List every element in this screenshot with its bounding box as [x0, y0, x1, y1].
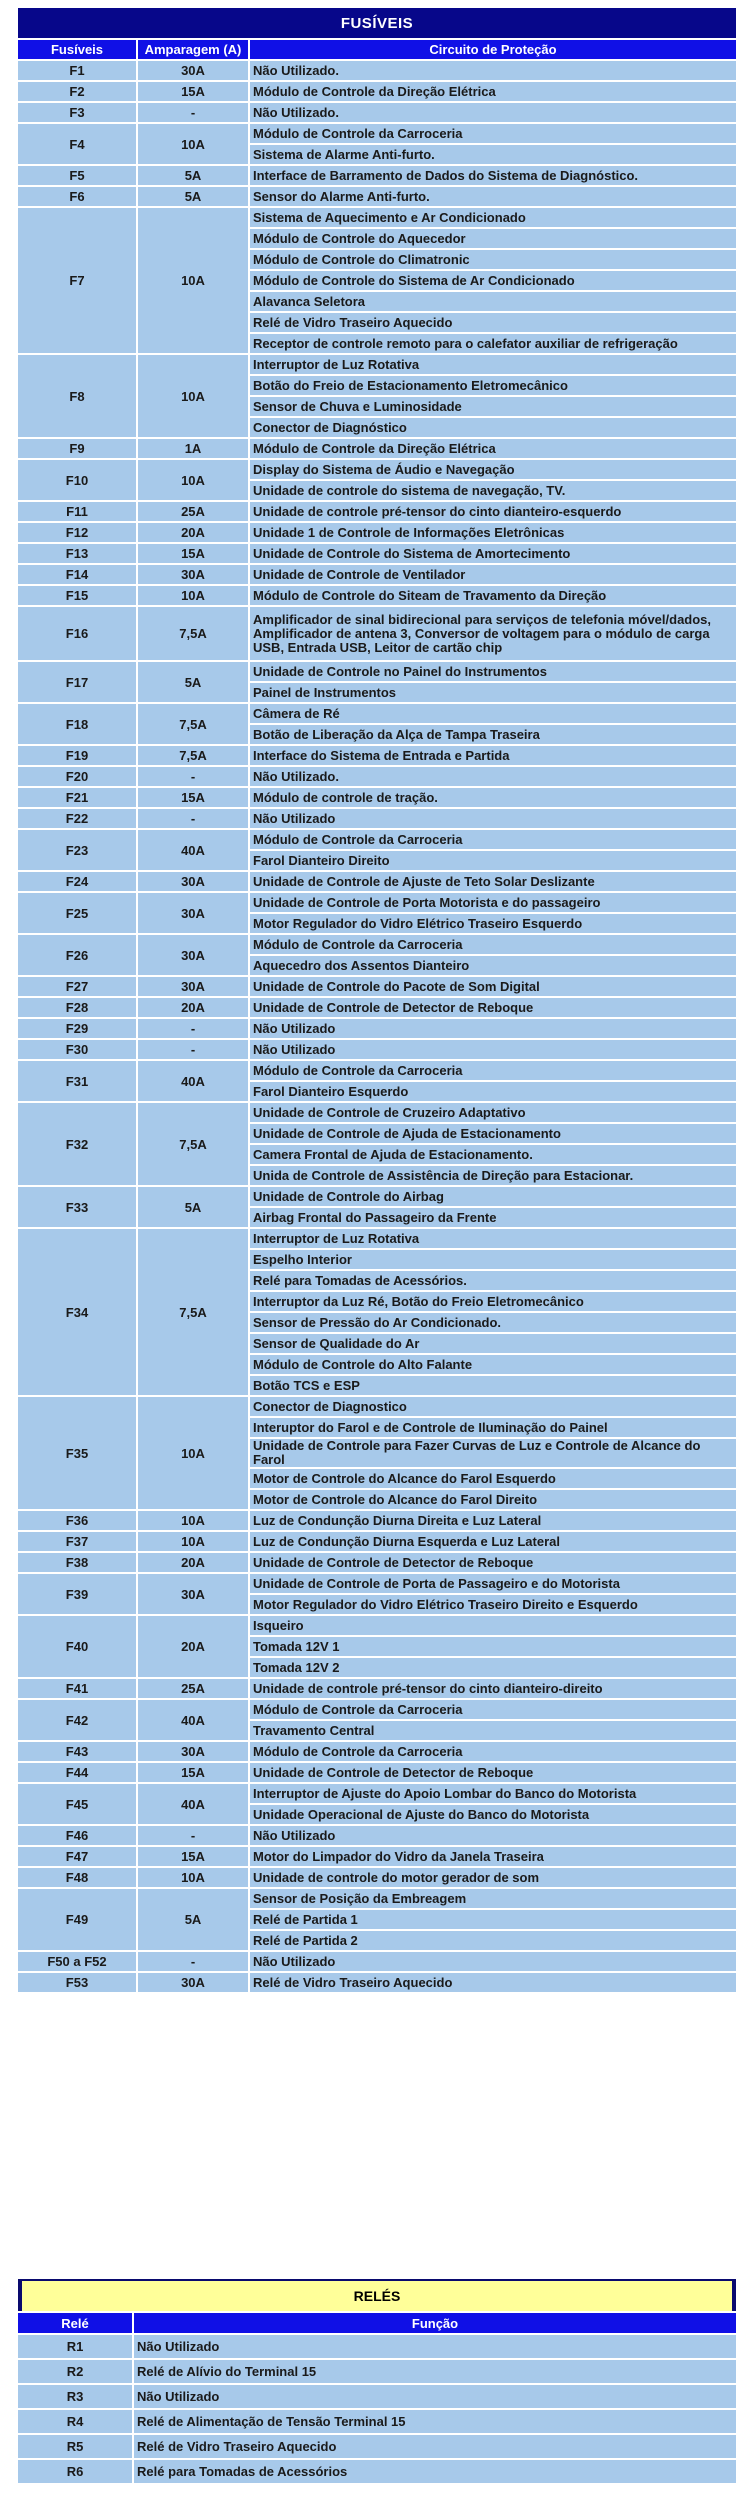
fuse-row	[18, 704, 736, 723]
fuse-circuit: Airbag Frontal do Passageiro da Frente	[250, 1208, 736, 1227]
relay-function: Relé de Alívio do Terminal 15	[134, 2360, 736, 2383]
relay-id: R3	[18, 2385, 132, 2408]
fuse-circuit: Não Utilizado	[250, 1952, 736, 1971]
relay-function: Relé de Alimentação de Tensão Terminal 15	[134, 2410, 736, 2433]
fuse-row	[18, 502, 736, 521]
fuse-id: F30	[18, 1040, 136, 1059]
fuse-amperage: 10A	[138, 208, 248, 353]
fuse-circuit: Não Utilizado.	[250, 767, 736, 786]
fuse-id: F6	[18, 187, 136, 206]
fuse-circuit: Câmera de Ré	[250, 704, 736, 723]
fuse-circuit: Módulo de Controle da Direção Elétrica	[250, 439, 736, 458]
fuse-id: F3	[18, 103, 136, 122]
fuse-amperage: -	[138, 1826, 248, 1845]
fuse-circuit: Aquecedro dos Assentos Dianteiro	[250, 956, 736, 975]
fuse-circuit: Unidade de Controle de Ajuste de Teto Solar Deslizante	[250, 872, 736, 891]
fuse-amperage: 10A	[138, 1511, 248, 1530]
fuse-id: F26	[18, 935, 136, 975]
fuse-amperage: 25A	[138, 1679, 248, 1698]
fuse-circuit: Não Utilizado	[250, 1019, 736, 1038]
fuse-id: F25	[18, 893, 136, 933]
fuse-amperage: 10A	[138, 355, 248, 437]
fuse-circuit: Módulo de Controle da Carroceria	[250, 1742, 736, 1761]
fuse-row	[18, 187, 736, 206]
fuse-amperage: 7,5A	[138, 1103, 248, 1185]
fuse-id: F46	[18, 1826, 136, 1845]
fuse-circuit: Módulo de Controle do Climatronic	[250, 250, 736, 269]
fuse-amperage: -	[138, 1019, 248, 1038]
fuse-circuit: Luz de Condunção Diurna Esquerda e Luz Lateral	[250, 1532, 736, 1551]
fuse-amperage: 10A	[138, 1397, 248, 1509]
relay-id: R4	[18, 2410, 132, 2433]
fuse-circuit: Unidade de controle pré-tensor do cinto dianteiro-direito	[250, 1679, 736, 1698]
fuse-circuit: Sensor de Chuva e Luminosidade	[250, 397, 736, 416]
fuse-row	[18, 1397, 736, 1416]
fuse-row	[18, 1040, 736, 1059]
fuse-row	[18, 439, 736, 458]
fuse-row	[18, 893, 736, 912]
fuse-amperage: 5A	[138, 1889, 248, 1950]
fuse-row	[18, 935, 736, 954]
fuse-id: F12	[18, 523, 136, 542]
fuse-id: F4	[18, 124, 136, 164]
header-circuit: Circuito de Proteção	[250, 40, 736, 59]
fuse-circuit: Espelho Interior	[250, 1250, 736, 1269]
fuse-id: F22	[18, 809, 136, 828]
fuse-circuit: Alavanca Seletora	[250, 292, 736, 311]
relay-table-body	[18, 2335, 736, 2483]
fuse-circuit: Unidade de Controle do Pacote de Som Digital	[250, 977, 736, 996]
fuse-row	[18, 544, 736, 563]
fuse-circuit: Relé de Partida 2	[250, 1931, 736, 1950]
fuse-row	[18, 103, 736, 122]
header-fuse: Fusíveis	[18, 40, 136, 59]
fuse-amperage: 10A	[138, 460, 248, 500]
fuse-row	[18, 1784, 736, 1803]
fuse-row	[18, 355, 736, 374]
fuse-circuit: Não Utilizado	[250, 1040, 736, 1059]
fuse-circuit: Interuptor do Farol e de Controle de Iluminação do Painel	[250, 1418, 736, 1437]
fuse-row	[18, 1511, 736, 1530]
fuse-circuit: Unidade de Controle de Detector de Reboque	[250, 998, 736, 1017]
fuse-id: F20	[18, 767, 136, 786]
fuse-row	[18, 872, 736, 891]
fuse-circuit: Unidade de Controle de Ventilador	[250, 565, 736, 584]
fuse-id: F16	[18, 607, 136, 660]
fuse-row	[18, 1679, 736, 1698]
fuse-row	[18, 1826, 736, 1845]
fuse-row	[18, 746, 736, 765]
fuse-amperage: -	[138, 1040, 248, 1059]
fuse-id: F1	[18, 61, 136, 80]
relay-row	[18, 2410, 736, 2433]
fuse-circuit: Sensor do Alarme Anti-furto.	[250, 187, 736, 206]
fuse-id: F32	[18, 1103, 136, 1185]
fuse-amperage: 30A	[138, 977, 248, 996]
fuse-id: F42	[18, 1700, 136, 1740]
fuse-id: F39	[18, 1574, 136, 1614]
fuse-circuit: Tomada 12V 1	[250, 1637, 736, 1656]
fuse-circuit: Módulo de Controle do Alto Falante	[250, 1355, 736, 1374]
fuse-row	[18, 1763, 736, 1782]
fuse-amperage: 30A	[138, 1574, 248, 1614]
relay-function: Não Utilizado	[134, 2385, 736, 2408]
fuse-id: F34	[18, 1229, 136, 1395]
fuse-row	[18, 1532, 736, 1551]
fuse-circuit: Não Utilizado.	[250, 61, 736, 80]
fuse-circuit: Unidade de Controle de Detector de Reboque	[250, 1763, 736, 1782]
relay-row	[18, 2435, 736, 2458]
fuse-id: F28	[18, 998, 136, 1017]
fuse-id: F45	[18, 1784, 136, 1824]
fuse-amperage: 20A	[138, 998, 248, 1017]
fuse-id: F7	[18, 208, 136, 353]
fuse-id: F9	[18, 439, 136, 458]
fuse-circuit: Display do Sistema de Áudio e Navegação	[250, 460, 736, 479]
fuse-circuit: Unidade de Controle de Porta de Passageiro e do Motorista	[250, 1574, 736, 1593]
fuse-row	[18, 1553, 736, 1572]
fuse-id: F33	[18, 1187, 136, 1227]
fuse-circuit: Relé de Vidro Traseiro Aquecido	[250, 313, 736, 332]
fuse-circuit: Módulo de Controle da Carroceria	[250, 124, 736, 143]
relay-table-title: RELÉS	[18, 2279, 736, 2311]
fuse-circuit: Módulo de Controle da Carroceria	[250, 1700, 736, 1719]
fuse-id: F15	[18, 586, 136, 605]
relay-id: R2	[18, 2360, 132, 2383]
fuse-amperage: 10A	[138, 586, 248, 605]
fuse-amperage: 15A	[138, 82, 248, 101]
fuse-circuit: Unidade de controle pré-tensor do cinto dianteiro-esquerdo	[250, 502, 736, 521]
fuse-row	[18, 1061, 736, 1080]
fuse-circuit: Módulo de Controle da Carroceria	[250, 935, 736, 954]
fuse-circuit: Motor de Controle do Alcance do Farol Esquerdo	[250, 1469, 736, 1488]
fuse-circuit: Conector de Diagnóstico	[250, 418, 736, 437]
fuse-circuit: Motor do Limpador do Vidro da Janela Traseira	[250, 1847, 736, 1866]
fuse-circuit: Interruptor da Luz Ré, Botão do Freio Eletromecânico	[250, 1292, 736, 1311]
header-relay: Relé	[18, 2313, 132, 2333]
fuse-row	[18, 1889, 736, 1908]
relay-row	[18, 2335, 736, 2358]
fuse-circuit: Módulo de Controle da Direção Elétrica	[250, 82, 736, 101]
fuse-circuit: Módulo de controle de tração.	[250, 788, 736, 807]
fuse-circuit: Amplificador de sinal bidirecional para serviços de telefonia móvel/dados, Amplificador de antena 3, Conversor de voltagem para o módulo de carga USB, Entrada USB, Leitor de cartão chip	[250, 607, 736, 660]
fuse-circuit: Unidade de Controle do Airbag	[250, 1187, 736, 1206]
fuse-circuit: Módulo de Controle da Carroceria	[250, 830, 736, 849]
fuse-id: F48	[18, 1868, 136, 1887]
fuse-row	[18, 586, 736, 605]
fuse-circuit: Sensor de Qualidade do Ar	[250, 1334, 736, 1353]
fuse-id: F14	[18, 565, 136, 584]
fuse-id: F44	[18, 1763, 136, 1782]
relay-function: Relé de Vidro Traseiro Aquecido	[134, 2435, 736, 2458]
fuse-row	[18, 1742, 736, 1761]
relay-id: R1	[18, 2335, 132, 2358]
fuse-row	[18, 1103, 736, 1122]
fuse-amperage: -	[138, 1952, 248, 1971]
fuse-id: F2	[18, 82, 136, 101]
header-function: Função	[134, 2313, 736, 2333]
fuse-row	[18, 607, 736, 660]
fuse-id: F23	[18, 830, 136, 870]
fuse-row	[18, 1847, 736, 1866]
fuse-row	[18, 1574, 736, 1593]
header-amperage: Amparagem (A)	[138, 40, 248, 59]
fuse-id: F43	[18, 1742, 136, 1761]
fuse-amperage: 40A	[138, 1061, 248, 1101]
fuse-circuit: Unida de Controle de Assistência de Direção para Estacionar.	[250, 1166, 736, 1185]
fuse-id: F10	[18, 460, 136, 500]
fuse-amperage: -	[138, 103, 248, 122]
fuse-circuit: Motor Regulador do Vidro Elétrico Traseiro Esquerdo	[250, 914, 736, 933]
fuse-id: F18	[18, 704, 136, 744]
fuse-row	[18, 208, 736, 227]
fuse-row	[18, 809, 736, 828]
fuse-id: F5	[18, 166, 136, 185]
fuse-circuit: Interface de Barramento de Dados do Sistema de Diagnóstico.	[250, 166, 736, 185]
fuse-table	[16, 6, 738, 1994]
fuse-row	[18, 788, 736, 807]
fuse-id: F27	[18, 977, 136, 996]
fuse-id: F36	[18, 1511, 136, 1530]
fuse-id: F50 a F52	[18, 1952, 136, 1971]
fuse-table-body	[18, 61, 736, 1992]
relay-function: Relé para Tomadas de Acessórios	[134, 2460, 736, 2483]
fuse-amperage: 30A	[138, 1973, 248, 1992]
fuse-id: F37	[18, 1532, 136, 1551]
fuse-row	[18, 1868, 736, 1887]
fuse-amperage: 7,5A	[138, 704, 248, 744]
fuse-circuit: Sistema de Aquecimento e Ar Condicionado	[250, 208, 736, 227]
fuse-circuit: Relé de Partida 1	[250, 1910, 736, 1929]
fuse-amperage: 40A	[138, 1700, 248, 1740]
fuse-amperage: 5A	[138, 1187, 248, 1227]
fuse-circuit: Farol Dianteiro Direito	[250, 851, 736, 870]
fuse-amperage: 15A	[138, 1847, 248, 1866]
fuse-circuit: Não Utilizado.	[250, 103, 736, 122]
fuse-circuit: Módulo de Controle do Aquecedor	[250, 229, 736, 248]
fuse-circuit: Relé de Vidro Traseiro Aquecido	[250, 1973, 736, 1992]
fuse-id: F35	[18, 1397, 136, 1509]
fuse-circuit: Unidade de Controle de Detector de Reboque	[250, 1553, 736, 1572]
fuse-circuit: Travamento Central	[250, 1721, 736, 1740]
fuse-circuit: Interface do Sistema de Entrada e Partida	[250, 746, 736, 765]
fuse-circuit: Não Utilizado	[250, 809, 736, 828]
fuse-amperage: 20A	[138, 523, 248, 542]
fuse-row	[18, 61, 736, 80]
fuse-circuit: Conector de Diagnostico	[250, 1397, 736, 1416]
fuse-circuit: Farol Dianteiro Esquerdo	[250, 1082, 736, 1101]
fuse-amperage: 30A	[138, 1742, 248, 1761]
fuse-amperage: 7,5A	[138, 746, 248, 765]
fuse-id: F13	[18, 544, 136, 563]
fuse-row	[18, 166, 736, 185]
fuse-circuit: Módulo de Controle do Sistema de Ar Condicionado	[250, 271, 736, 290]
fuse-row	[18, 830, 736, 849]
fuse-id: F38	[18, 1553, 136, 1572]
fuse-row	[18, 1973, 736, 1992]
fuse-circuit: Painel de Instrumentos	[250, 683, 736, 702]
fuse-table-title: FUSÍVEIS	[18, 8, 736, 38]
fuse-amperage: 40A	[138, 830, 248, 870]
fuse-circuit: Interruptor de Luz Rotativa	[250, 1229, 736, 1248]
fuse-circuit: Motor Regulador do Vidro Elétrico Traseiro Direito e Esquerdo	[250, 1595, 736, 1614]
fuse-id: F24	[18, 872, 136, 891]
fuse-row	[18, 1952, 736, 1971]
fuse-amperage: 5A	[138, 662, 248, 702]
fuse-row	[18, 523, 736, 542]
fuse-id: F53	[18, 1973, 136, 1992]
fuse-id: F41	[18, 1679, 136, 1698]
fuse-circuit: Não Utilizado	[250, 1826, 736, 1845]
fuse-id: F21	[18, 788, 136, 807]
fuse-row	[18, 460, 736, 479]
fuse-amperage: 15A	[138, 544, 248, 563]
fuse-amperage: 30A	[138, 61, 248, 80]
fuse-amperage: 1A	[138, 439, 248, 458]
fuse-row	[18, 1187, 736, 1206]
fuse-circuit: Unidade de controle do sistema de navegação, TV.	[250, 481, 736, 500]
fuse-amperage: 30A	[138, 565, 248, 584]
fuse-amperage: -	[138, 767, 248, 786]
fuse-circuit: Unidade de Controle no Painel do Instrumentos	[250, 662, 736, 681]
fuse-circuit: Módulo de Controle da Carroceria	[250, 1061, 736, 1080]
fuse-amperage: 5A	[138, 166, 248, 185]
fuse-id: F29	[18, 1019, 136, 1038]
fuse-circuit: Unidade de Controle para Fazer Curvas de Luz e Controle de Alcance do Farol	[250, 1439, 736, 1467]
fuse-circuit: Tomada 12V 2	[250, 1658, 736, 1677]
fuse-circuit: Unidade de controle do motor gerador de som	[250, 1868, 736, 1887]
fuse-row	[18, 124, 736, 143]
fuse-circuit: Unidade de Controle de Ajuda de Estacionamento	[250, 1124, 736, 1143]
fuse-circuit: Unidade de Controle do Sistema de Amortecimento	[250, 544, 736, 563]
fuse-circuit: Sensor de Posição da Embreagem	[250, 1889, 736, 1908]
fuse-id: F19	[18, 746, 136, 765]
fuse-circuit: Botão TCS e ESP	[250, 1376, 736, 1395]
fuse-circuit: Botão de Liberação da Alça de Tampa Traseira	[250, 725, 736, 744]
fuse-row	[18, 1019, 736, 1038]
relay-function: Não Utilizado	[134, 2335, 736, 2358]
fuse-amperage: 20A	[138, 1553, 248, 1572]
fuse-amperage: 30A	[138, 893, 248, 933]
fuse-id: F49	[18, 1889, 136, 1950]
fuse-id: F31	[18, 1061, 136, 1101]
fuse-circuit: Luz de Condunção Diurna Direita e Luz Lateral	[250, 1511, 736, 1530]
fuse-circuit: Unidade Operacional de Ajuste do Banco do Motorista	[250, 1805, 736, 1824]
fuse-amperage: 30A	[138, 872, 248, 891]
fuse-amperage: 7,5A	[138, 1229, 248, 1395]
fuse-circuit: Sensor de Pressão do Ar Condicionado.	[250, 1313, 736, 1332]
relay-id: R6	[18, 2460, 132, 2483]
fuse-row	[18, 1229, 736, 1248]
fuse-row	[18, 998, 736, 1017]
fuse-row	[18, 977, 736, 996]
fuse-circuit: Sistema de Alarme Anti-furto.	[250, 145, 736, 164]
relay-id: R5	[18, 2435, 132, 2458]
fuse-amperage: 15A	[138, 788, 248, 807]
fuse-circuit: Botão do Freio de Estacionamento Eletromecânico	[250, 376, 736, 395]
fuse-id: F8	[18, 355, 136, 437]
fuse-amperage: 30A	[138, 935, 248, 975]
fuse-amperage: 5A	[138, 187, 248, 206]
relay-row	[18, 2360, 736, 2383]
fuse-row	[18, 1700, 736, 1719]
fuse-id: F11	[18, 502, 136, 521]
fuse-amperage: 7,5A	[138, 607, 248, 660]
fuse-row	[18, 1616, 736, 1635]
fuse-id: F47	[18, 1847, 136, 1866]
fuse-row	[18, 565, 736, 584]
fuse-amperage: 25A	[138, 502, 248, 521]
fuse-amperage: -	[138, 809, 248, 828]
fuse-circuit: Unidade de Controle de Cruzeiro Adaptativo	[250, 1103, 736, 1122]
fuse-circuit: Receptor de controle remoto para o calefator auxiliar de refrigeração	[250, 334, 736, 353]
fuse-amperage: 40A	[138, 1784, 248, 1824]
fuse-circuit: Camera Frontal de Ajuda de Estacionamento.	[250, 1145, 736, 1164]
fuse-circuit: Isqueiro	[250, 1616, 736, 1635]
fuse-row	[18, 662, 736, 681]
fuse-circuit: Unidade de Controle de Porta Motorista e do passageiro	[250, 893, 736, 912]
fuse-id: F40	[18, 1616, 136, 1677]
fuse-row	[18, 767, 736, 786]
relay-row	[18, 2385, 736, 2408]
fuse-amperage: 20A	[138, 1616, 248, 1677]
fuse-row	[18, 82, 736, 101]
fuse-id: F17	[18, 662, 136, 702]
fuse-amperage: 10A	[138, 1868, 248, 1887]
relay-row	[18, 2460, 736, 2483]
fuse-circuit: Unidade 1 de Controle de Informações Eletrônicas	[250, 523, 736, 542]
fuse-circuit: Motor de Controle do Alcance do Farol Direito	[250, 1490, 736, 1509]
fuse-amperage: 10A	[138, 124, 248, 164]
fuse-circuit: Módulo de Controle do Siteam de Travamento da Direção	[250, 586, 736, 605]
fuse-circuit: Relé para Tomadas de Acessórios.	[250, 1271, 736, 1290]
fuse-amperage: 10A	[138, 1532, 248, 1551]
fuse-circuit: Interruptor de Luz Rotativa	[250, 355, 736, 374]
fuse-amperage: 15A	[138, 1763, 248, 1782]
fuse-circuit: Interruptor de Ajuste do Apoio Lombar do Banco do Motorista	[250, 1784, 736, 1803]
relay-table	[16, 2277, 738, 2485]
